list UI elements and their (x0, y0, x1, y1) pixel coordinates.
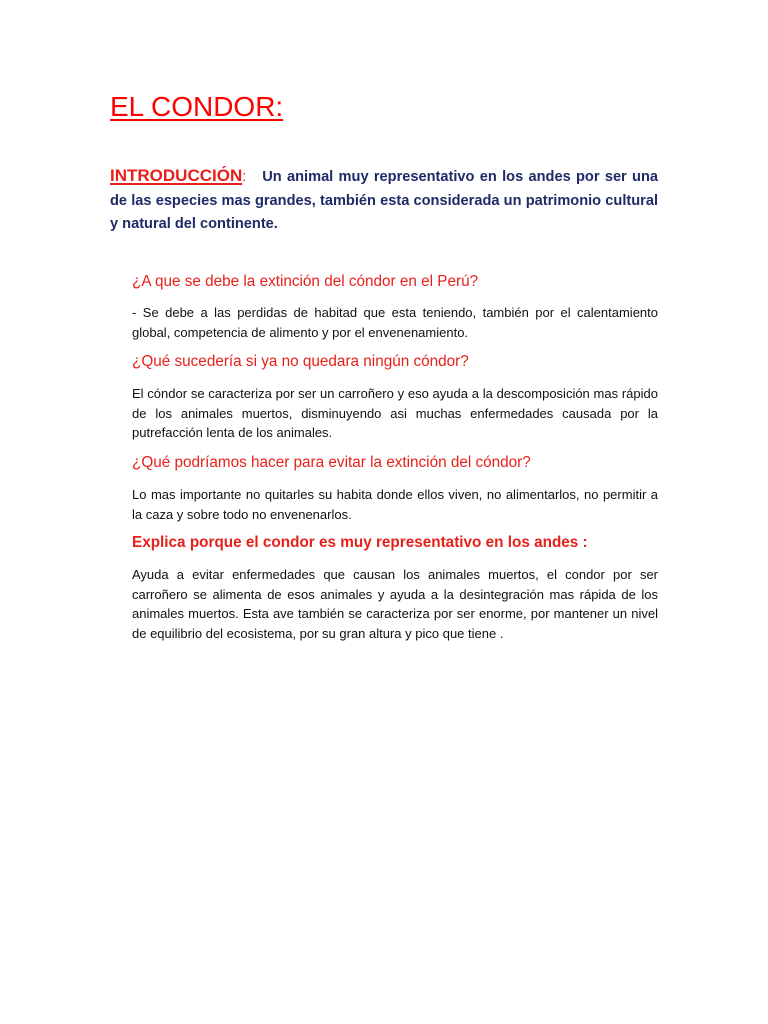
introduction-label: INTRODUCCIÓN (110, 166, 243, 185)
section-prevent-extinction (132, 453, 658, 524)
section-representative (132, 533, 658, 643)
section-extinction-cause (132, 272, 658, 342)
section-no-condor (132, 352, 658, 443)
answer-representative: Ayuda a evitar enfermedades que causan los animales muertos, el condor por ser carroñero se alimenta de esos animales y ayuda a la desintegración mas rápida de los animales muertos. Esta ave también se caracteriza por ser enorme, por mantener un nivel de equilibrio del ecosistema, por su gran altura y pico que tiene . (132, 567, 658, 641)
introduction-paragraph (110, 164, 658, 237)
question-representative: Explica porque el condor es muy representativo en los andes : (132, 534, 588, 551)
answer-extinction-cause: - Se debe a las perdidas de habitad que esta teniendo, también por el calentamiento global, competencia de alimento y por el envenenamiento. (132, 305, 658, 340)
answer-prevent-extinction: Lo mas importante no quitarles su habita donde ellos viven, no alimentarlos, no permitir a la caza y sobre todo no envenenarlos. (132, 487, 658, 522)
document-title: EL CONDOR: (110, 91, 284, 122)
introduction-colon: : (242, 169, 247, 185)
question-no-condor: ¿Qué sucedería si ya no quedara ningún cóndor? (132, 353, 469, 370)
answer-no-condor: El cóndor se caracteriza por ser un carroñero y eso ayuda a la descomposición mas rápido de los animales muertos, disminuyendo asi muchas enfermedades causada por la putrefacción lenta de los animales. (132, 386, 658, 440)
question-prevent-extinction: ¿Qué podríamos hacer para evitar la extinción del cóndor? (132, 454, 531, 471)
introduction-text: Un animal muy representativo en los andes por ser una de las especies mas grandes, también esta considerada un patrimonio cultural y natural del continente. (110, 169, 658, 232)
question-extinction-cause: ¿A que se debe la extinción del cóndor en el Perú? (132, 273, 479, 290)
